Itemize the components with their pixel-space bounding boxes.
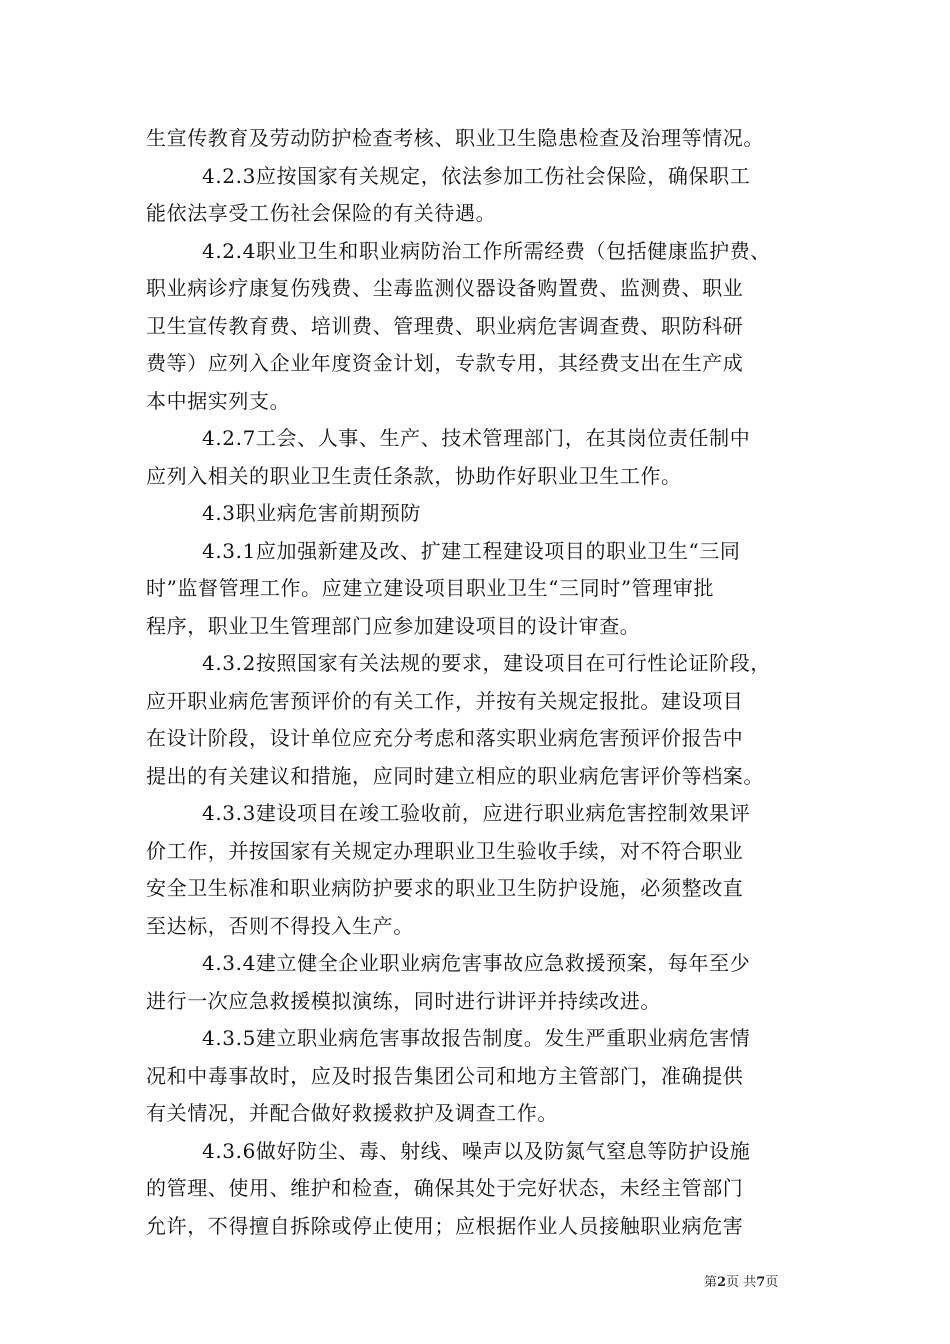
text-line: 4.3.5建立职业病危害事故报告制度。发生严重职业病危害情 bbox=[202, 1026, 751, 1050]
text-line: 程序，职业卫生管理部门应参加建设项目的设计审查。 bbox=[146, 613, 641, 638]
text-line: 卫生宣传教育费、培训费、管理费、职业病危害调查费、职防科研 bbox=[146, 313, 744, 338]
text-line: 的管理、使用、维护和检查，确保其处于完好状态，未经主管部门 bbox=[146, 1176, 744, 1200]
text-line: 职业病诊疗康复伤残费、尘毒监测仪器设备购置费、监测费、职业 bbox=[146, 276, 744, 300]
text-line: 允许，不得擅自拆除或停止使用；应根据作业人员接触职业病危害 bbox=[146, 1213, 744, 1238]
text-line: 4.2.4职业卫生和职业病防治工作所需经费（包括健康监护费、 bbox=[202, 238, 771, 263]
text-line: 生宣传教育及劳动防护检查考核、职业卫生隐患检查及治理等情况。 bbox=[146, 126, 764, 150]
text-line: 4.3.4建立健全企业职业病危害事故应急救援预案，每年至少 bbox=[202, 951, 751, 975]
text-line: 况和中毒事故时，应及时报告集团公司和地方主管部门，准确提供 bbox=[146, 1063, 744, 1088]
text-line: 进行一次应急救援模拟演练，同时进行讲评并持续改进。 bbox=[146, 988, 661, 1013]
footer-suffix: 页 bbox=[765, 1275, 779, 1290]
footer-prefix: 第 bbox=[704, 1275, 718, 1290]
text-line: 提出的有关建议和措施，应同时建立相应的职业病危害评价等档案。 bbox=[146, 763, 764, 788]
section-heading: 4.3职业病危害前期预防 bbox=[202, 501, 422, 525]
text-line: 时”监督管理工作。应建立建设项目职业卫生“三同时”管理审批 bbox=[146, 576, 715, 600]
text-line: 4.2.3应按国家有关规定，依法参加工伤社会保险，确保职工 bbox=[202, 163, 751, 188]
page-footer bbox=[704, 1274, 778, 1292]
text-line: 安全卫生标准和职业病防护要求的职业卫生防护设施，必须整改直 bbox=[146, 876, 744, 900]
text-line: 在设计阶段，设计单位应充分考虑和落实职业病危害预评价报告中 bbox=[146, 726, 744, 750]
text-line: 4.3.3建设项目在竣工验收前，应进行职业病危害控制效果评 bbox=[202, 801, 751, 825]
text-line: 4.3.6做好防尘、毒、射线、噪声以及防氮气窒息等防护设施 bbox=[202, 1138, 751, 1163]
footer-total-pages: 7 bbox=[756, 1275, 766, 1290]
text-line: 价工作，并按国家有关规定办理职业卫生验收手续，对不符合职业 bbox=[146, 838, 744, 863]
text-line: 费等）应列入企业年度资金计划，专款专用，其经费支出在生产成 bbox=[146, 351, 744, 375]
text-line: 有关情况，并配合做好救援救护及调查工作。 bbox=[146, 1101, 558, 1125]
text-line: 4.3.1应加强新建及改、扩建工程建设项目的职业卫生“三同 bbox=[202, 538, 741, 563]
text-line: 能依法享受工伤社会保险的有关待遇。 bbox=[146, 201, 497, 225]
footer-page-number: 2 bbox=[717, 1275, 727, 1290]
text-line: 4.2.7工会、人事、生产、技术管理部门，在其岗位责任制中 bbox=[202, 426, 751, 450]
text-line: 应开职业病危害预评价的有关工作，并按有关规定报批。建设项目 bbox=[146, 688, 744, 713]
footer-middle: 页 共 bbox=[726, 1275, 757, 1290]
text-line: 4.3.2按照国家有关法规的要求，建设项目在可行性论证阶段， bbox=[202, 651, 771, 675]
text-line: 至达标，否则不得投入生产。 bbox=[146, 913, 414, 938]
document-body bbox=[146, 120, 810, 1245]
text-line: 应列入相关的职业卫生责任条款，协助作好职业卫生工作。 bbox=[146, 463, 682, 488]
text-line: 本中据实列支。 bbox=[146, 388, 291, 413]
